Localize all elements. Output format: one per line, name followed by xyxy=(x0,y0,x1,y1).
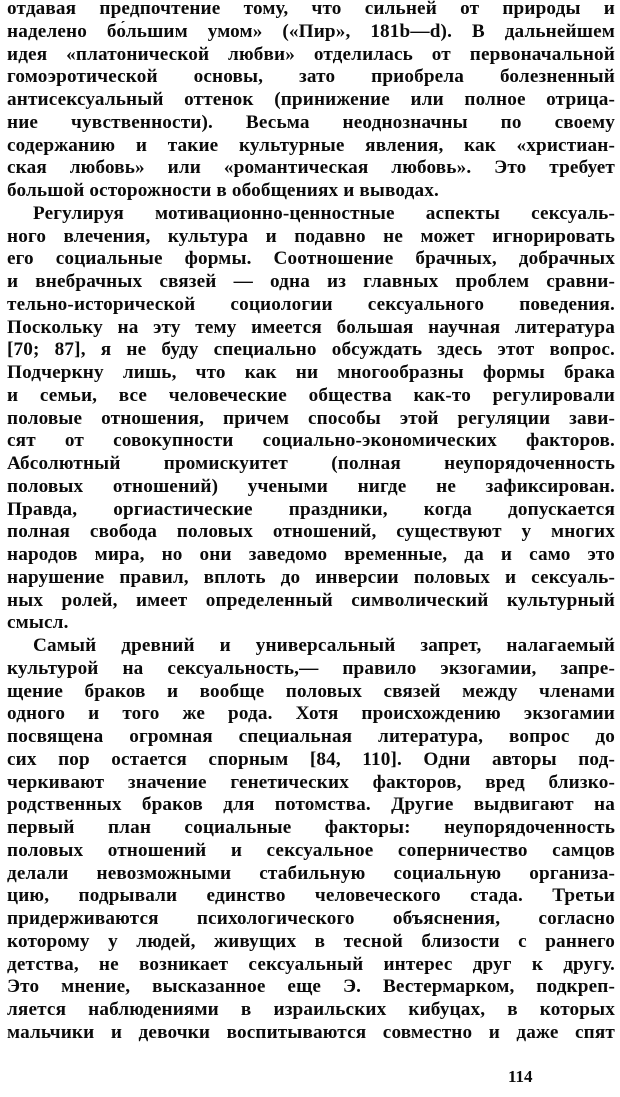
text-line: сят от совокупности социально-экономических факторов. xyxy=(7,430,615,452)
text-line: содержанию и такие культурные явления, как «христиан- xyxy=(7,134,615,156)
text-line: [70; 87], я не буду специально обсуждать здесь этот вопрос. xyxy=(7,339,615,361)
paragraph xyxy=(7,203,615,635)
page-number: 114 xyxy=(508,1067,533,1086)
text-line: посвящена огромная специальная литература, вопрос до xyxy=(7,726,615,747)
text-line: ние чувственности). Весьма неоднозначны по своему xyxy=(7,111,615,133)
text-line: ляется наблюдениями в израильских кибуцах, в которых xyxy=(7,999,615,1020)
text-line: большой осторожности в обобщениях и выводах. xyxy=(7,180,439,201)
text-line: придерживаются психологического объяснения, согласно xyxy=(7,908,615,929)
text-line: черкивают значение генетических факторов, вред близко- xyxy=(7,771,615,793)
text-line: ного влечения, культура и подавно не может игнорировать xyxy=(7,225,615,247)
text-line: его социальные формы. Соотношение брачных, добрачных xyxy=(7,248,615,270)
text-line: полная свобода половых отношений, существуют у многих xyxy=(7,521,615,543)
text-line: половых отношений и сексуальное соперничество самцов xyxy=(7,839,615,861)
text-line: щение браков и вообще половых связей между членами xyxy=(7,680,615,702)
text-line: и внебрачных связей — одна из главных проблем сравни- xyxy=(7,271,615,292)
text-line: первый план социальные факторы: неупорядоченность xyxy=(7,817,615,838)
paragraph xyxy=(7,0,615,203)
text-line: Правда, оргиастические праздники, когда допускается xyxy=(7,498,615,520)
text-line: идея «платонической любви» отделилась от первоначальной xyxy=(7,43,615,65)
text-line: которому у людей, живущих в тесной близости с раннего xyxy=(7,930,615,952)
text-line: культурой на сексуальность,— правило экзогамии, запре- xyxy=(7,657,615,679)
paragraph xyxy=(7,635,615,1045)
text-line: Абсолютный промискуитет (полная неупорядоченность xyxy=(7,453,615,474)
text-line: сих пор остается спорным [84, 110]. Одни авторы под- xyxy=(7,748,615,770)
text-line: ская любовь» или «романтическая любовь». Это требует xyxy=(7,157,615,179)
text-line: смысл. xyxy=(7,612,69,634)
text-line: наделено бо́льшим умом» («Пир», 181b—d). В дальнейшем xyxy=(7,20,615,42)
text-line: антисексуальный оттенок (принижение или полное отрица- xyxy=(7,89,615,110)
text-line: Регулируя мотивационно-ценностные аспекты сексуаль- xyxy=(33,202,615,224)
text-line: ных ролей, имеет определенный символический культурный xyxy=(7,589,615,611)
text-line: цию, подрывали единство человеческого стада. Третьи xyxy=(7,885,615,907)
text-line: и семьи, все человеческие общества как-то регулировали xyxy=(7,384,615,406)
body-text xyxy=(7,0,615,1045)
text-line: детства, не возникает сексуальный интерес друг к другу. xyxy=(7,953,615,975)
text-line: родственных браков для потомства. Другие выдвигают на xyxy=(7,794,615,816)
text-line: половых отношений) учеными нигде не зафиксирован. xyxy=(7,475,615,497)
text-line: народов мира, но они заведомо временные, да и само это xyxy=(7,544,615,565)
text-line: Поскольку на эту тему имеется большая научная литература xyxy=(7,316,615,338)
text-line: тельно-исторической социологии сексуального поведения. xyxy=(7,293,615,315)
text-line: мальчики и девочки воспитываются совместно и даже спят xyxy=(7,1021,615,1043)
text-line: нарушение правил, вплоть до инверсии половых и сексуаль- xyxy=(7,566,615,588)
text-line: половые отношения, причем способы этой регуляции зави- xyxy=(7,407,615,429)
text-line: Подчеркну лишь, что как ни многообразны формы брака xyxy=(7,362,615,383)
text-line: одного и того же рода. Хотя происхождению экзогамии xyxy=(7,703,615,725)
text-line: отдавая предпочтение тому, что сильней от природы и xyxy=(7,0,615,19)
text-line: Это мнение, высказанное еще Э. Вестермарком, подкреп- xyxy=(7,976,615,998)
text-line: гомоэротической основы, зато приобрела болезненный xyxy=(7,66,615,88)
text-line: Самый древний и универсальный запрет, налагаемый xyxy=(33,635,615,656)
text-line: делали невозможными стабильную социальную организа- xyxy=(7,862,615,884)
